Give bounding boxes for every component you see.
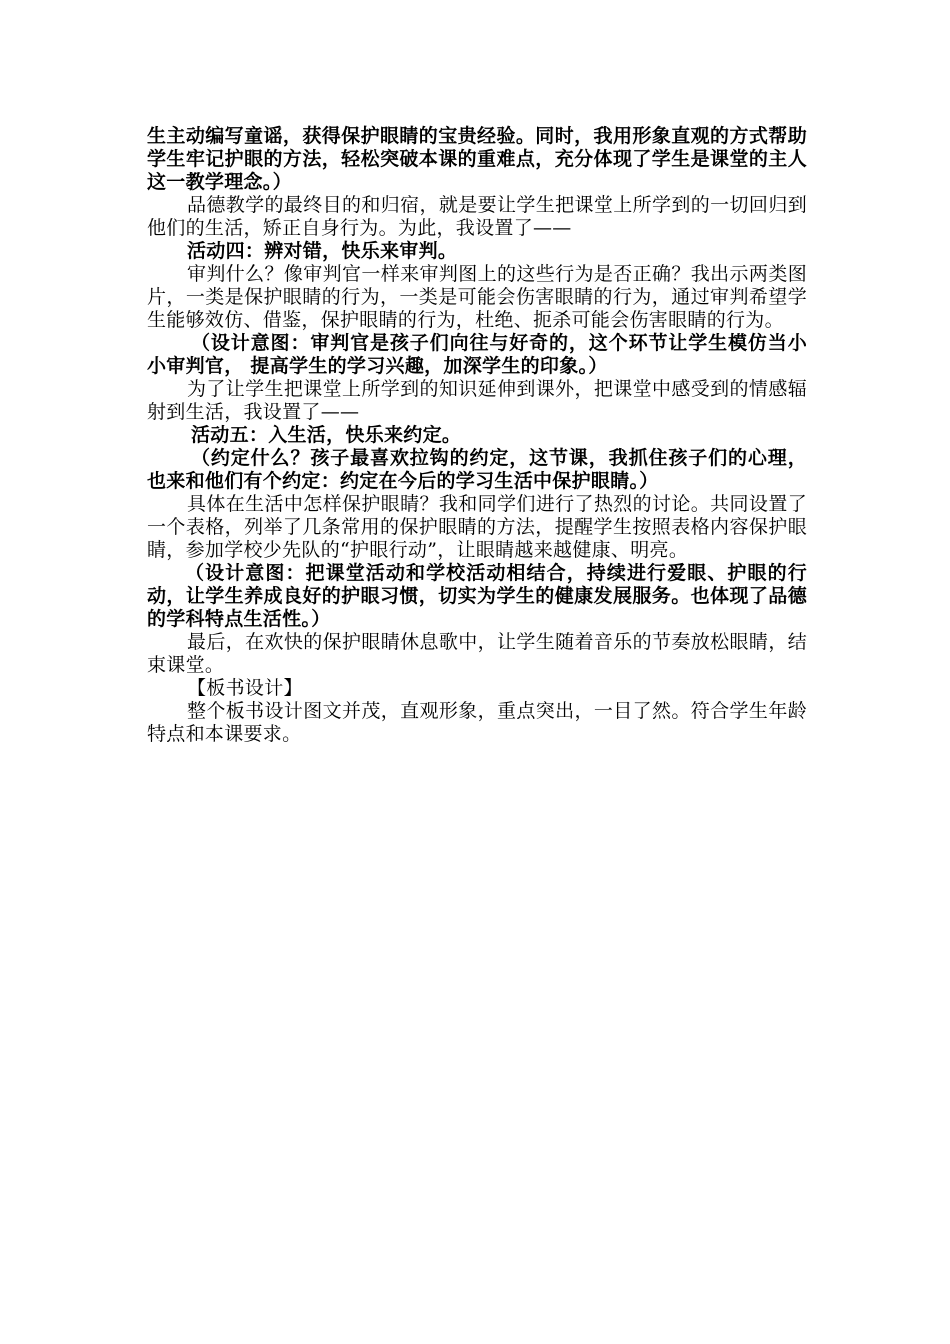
paragraph-board-design-description: 整个板书设计图文并茂，直观形象，重点突出，一目了然。符合学生年龄特点和本课要求。 [147,700,807,745]
heading-activity-five: 活动五：入生活，快乐来约定。 [191,424,462,446]
paragraph-activity-four-design-intent: （设计意图：审判官是孩子们向往与好奇的，这个环节让学生模仿当小小审判官， 提高学生的学习兴趣，加深学生的印象。） [147,332,807,377]
paragraph-activity-five-design-intent: （设计意图：把课堂活动和学校活动相结合，持续进行爱眼、护眼的行动，让学生养成良好的护眼习惯，切实为学生的健康发展服务。也体现了品德的学科特点生活性。） [147,562,807,630]
paragraph-activity-four-description: 审判什么？像审判官一样来审判图上的这些行为是否正确？我出示两类图片，一类是保护眼睛的行为，一类是可能会伤害眼睛的行为，通过审判希望学生能够效仿、借鉴，保护眼睛的行为，杜绝、扼杀可能会伤害眼睛的行为。 [147,263,807,331]
paragraph-closing: 最后，在欢快的保护眼睛休息歌中，让学生随着音乐的节奏放松眼睛，结束课堂。 [147,631,807,676]
heading-activity-four: 活动四：辨对错，快乐来审判。 [187,240,458,262]
document-body [147,125,807,746]
paragraph-eye-protection-discussion: 具体在生活中怎样保护眼睛？我和同学们进行了热烈的讨论。共同设置了一个表格，列举了几条常用的保护眼睛的方法，提醒学生按照表格内容保护眼睛，参加学校少先队的“护眼行动”，让眼睛越来越健康、明亮。 [147,493,807,561]
paragraph-design-intent-continuation: 生主动编写童谣，获得保护眼睛的宝贵经验。同时，我用形象直观的方式帮助学生牢记护眼的方法，轻松突破本课的重难点，充分体现了学生是课堂的主人这一教学理念。） [147,125,807,193]
heading-board-design: 【板书设计】 [187,677,303,699]
paragraph-activity-five-promise: （约定什么？孩子最喜欢拉钩的约定，这节课，我抓住孩子们的心理，也来和他们有个约定：约定在今后的学习生活中保护眼睛。） [147,447,807,492]
paragraph-extend-to-life: 为了让学生把课堂上所学到的知识延伸到课外，把课堂中感受到的情感辐射到生活，我设置了—— [147,378,807,423]
paragraph-moral-education-goal: 品德教学的最终目的和归宿，就是要让学生把课堂上所学到的一切回归到他们的生活，矫正自身行为。为此，我设置了—— [147,194,807,239]
